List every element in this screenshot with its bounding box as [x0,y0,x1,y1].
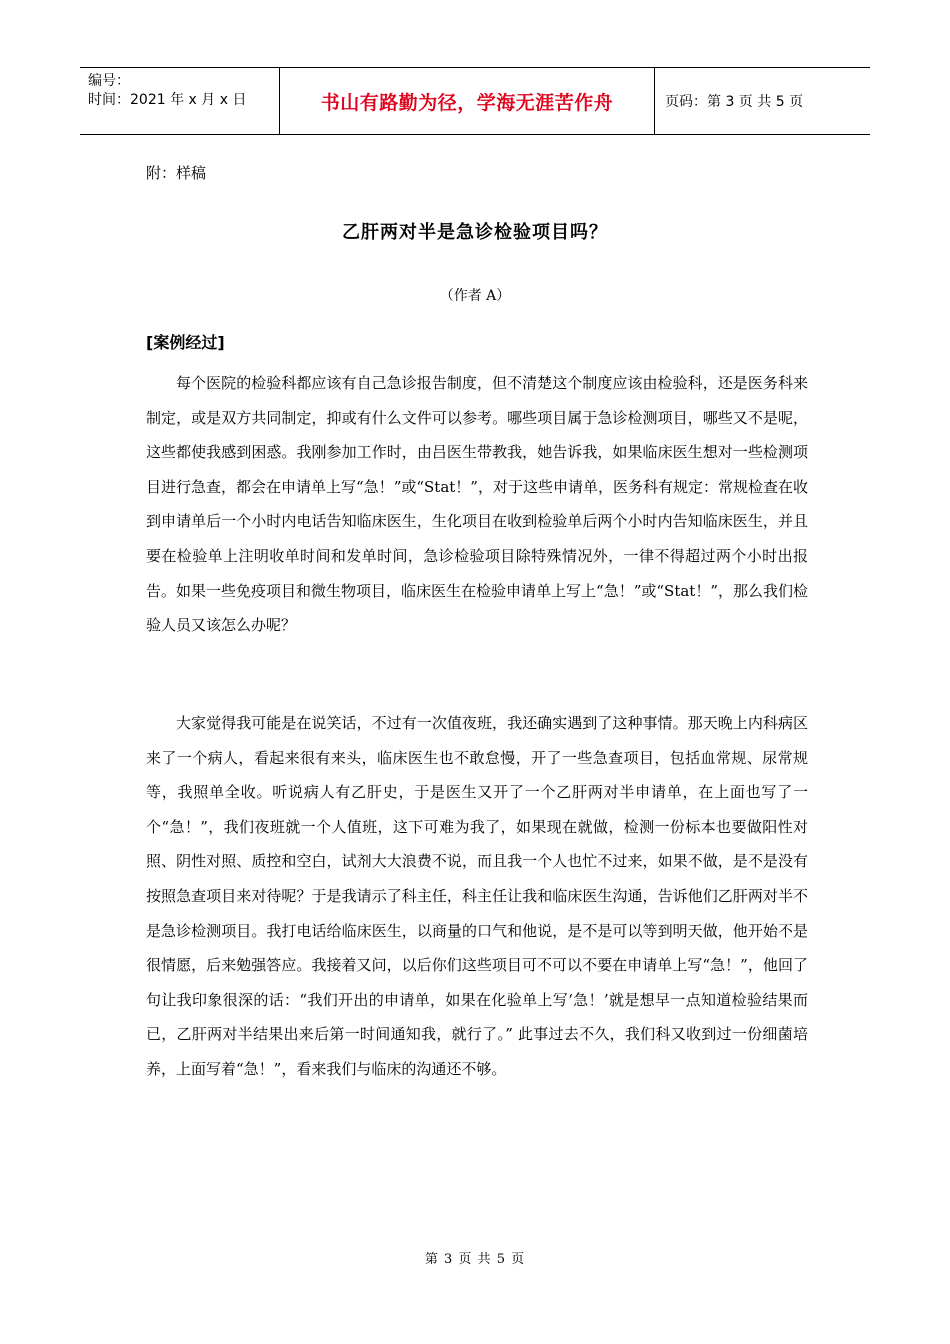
attachment-label: 附：样稿 [146,164,207,182]
header-motto: 书山有路勤为径，学海无涯苦作舟 [320,91,614,114]
header-page-info: 页码：第 3 页 共 5 页 [665,94,804,110]
page-footer: 第 3 页 共 5 页 [424,1252,526,1267]
document-number-label: 编号： [88,73,130,89]
body-paragraph-1: 每个医院的检验科都应该有自己急诊报告制度，但不清楚这个制度应该由检验科，还是医务科来制定，或是双方共同制定，抑或有什么文件可以参考。哪些项目属于急诊检测项目，哪些又不是呢，这些都使我感到困惑。我刚参加工作时，由吕医生带教我，她告诉我，如果临床医生想对一些检测项目进行急查，都会在申请单上写“急！”或“Stat！”，对于这些申请单，医务科有规定：常规检查在收到申请单后一个小时内电话告知临床医生，生化项目在收到检验单后两个小时内告知临床医生，并且要在检验单上注明收单时间和发单时间，急诊检验项目除特殊情况外，一律不得超过两个小时出报告。如果一些免疫项目和微生物项目，临床医生在检验申请单上写上“急！”或“Stat！”，那么我们检验人员又该怎么办呢？ [146,374,808,635]
document-title: 乙肝两对半是急诊检验项目吗？ [342,222,608,243]
header-motto-cell [280,68,655,134]
document-date: 时间：2021 年 x 月 x 日 [88,92,247,108]
page-header [80,67,870,135]
body-paragraph-2: 大家觉得我可能是在说笑话，不过有一次值夜班，我还确实遇到了这种事情。那天晚上内科病区来了一个病人，看起来很有来头，临床医生也不敢怠慢，开了一些急查项目，包括血常规、尿常规等，我照单全收。听说病人有乙肝史，于是医生又开了一个乙肝两对半申请单，在上面也写了一个“急！”，我们夜班就一个人值班，这下可难为我了，如果现在就做，检测一份标本也要做阳性对照、阴性对照、质控和空白，试剂大大浪费不说，而且我一个人也忙不过来，如果不做，是不是没有按照急查项目来对待呢？于是我请示了科主任，科主任让我和临床医生沟通，告诉他们乙肝两对半不是急诊检测项目。我打电话给临床医生，以商量的口气和他说，是不是可以等到明天做，他开始不是很情愿，后来勉强答应。我接着又问，以后你们这些项目可不可以不要在申请单上写“急！”，他回了句让我印象很深的话：“我们开出的申请单，如果在化验单上写‘急！’就是想早一点知道检验结果而已，乙肝两对半结果出来后第一时间通知我，就行了。” 此事过去不久，我们科又收到过一份细菌培养，上面写着“急！”，看来我们与临床的沟通还不够。 [146,714,808,1078]
section-heading: [案例经过] [146,333,225,352]
header-meta [80,68,280,134]
document-author: （作者 A） [439,288,511,304]
